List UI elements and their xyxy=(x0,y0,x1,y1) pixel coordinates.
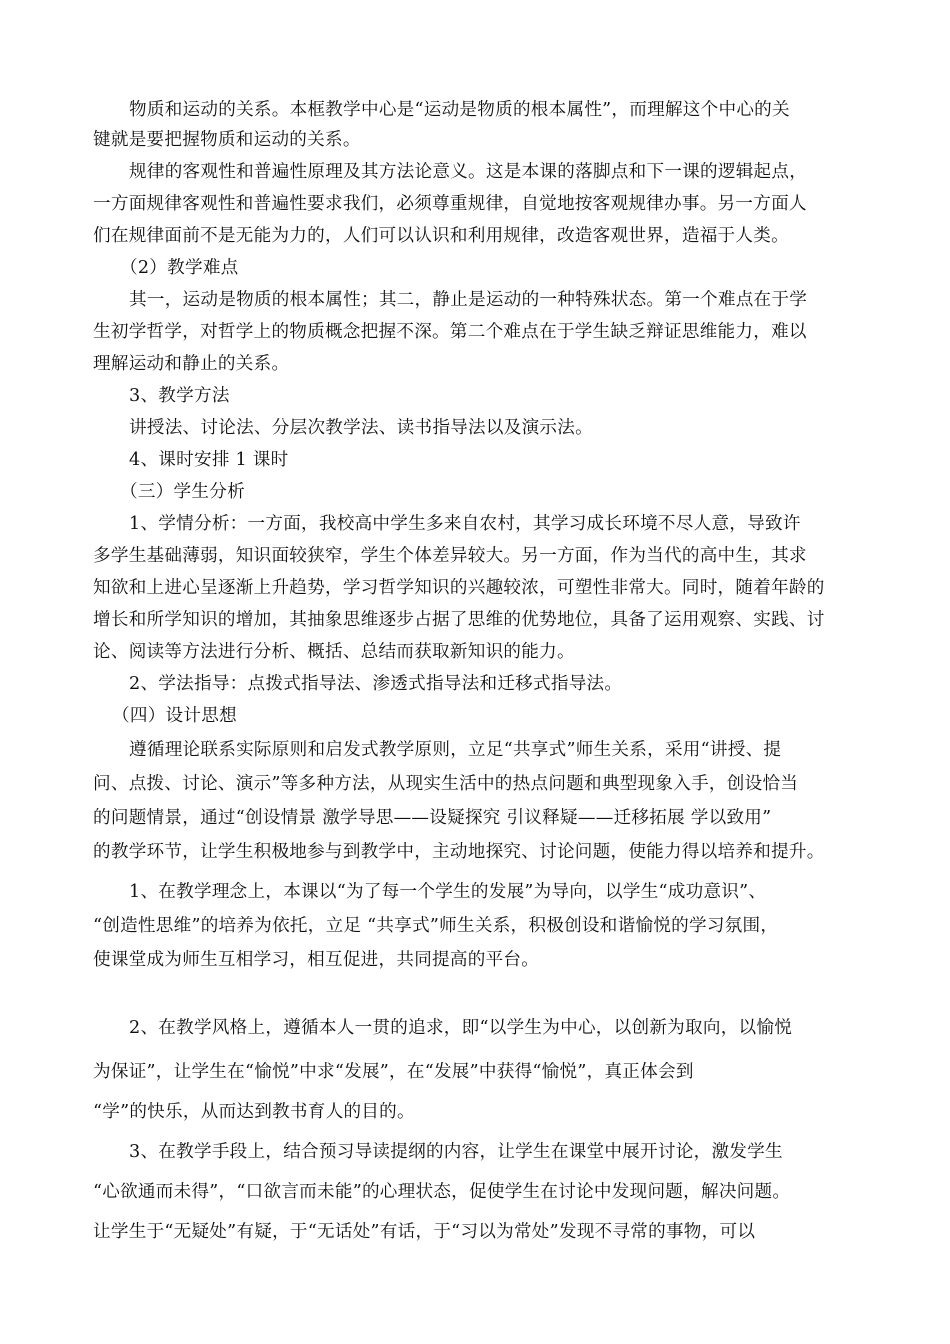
text-line: 一方面规律客观性和普遍性要求我们，必须尊重规律，自觉地按客观规律办事。另一方面人 xyxy=(93,194,807,214)
text-line: 2、学法指导：点拨式指导法、渗透式指导法和迁移式指导法。 xyxy=(129,674,623,694)
text-line: 其一，运动是物质的根本属性；其二，静止是运动的一种特殊状态。第一个难点在于学 xyxy=(129,290,808,310)
text-line: 3、在教学手段上，结合预习导读提纲的内容，让学生在课堂中展开讨论，激发学生 xyxy=(129,1142,783,1162)
text-line: 问、点拨、讨论、演示”等多种方法，从现实生活中的热点问题和典型现象入手，创设恰当 xyxy=(93,774,799,794)
text-line: 论、阅读等方法进行分析、概括、总结而获取新知识的能力。 xyxy=(93,642,575,662)
text-line: “创造性思维”的培养为依托，立足 “共享式”师生关系，积极创设和谐愉悦的学习氛围， xyxy=(93,916,779,936)
text-line: 遵循理论联系实际原则和启发式教学原则，立足“共享式”师生关系，采用“讲授、提 xyxy=(129,740,782,760)
text-line: 1、在教学理念上，本课以“为了每一个学生的发展”为导向，以学生“成功意识”、 xyxy=(129,882,767,902)
section-heading: 3、教学方法 xyxy=(129,386,230,406)
text-line: 让学生于“无疑处”有疑，于“无话处”有话，于“习以为常处”发现不寻常的事物，可以 xyxy=(93,1222,756,1242)
section-heading: （四）设计思想 xyxy=(112,706,237,726)
text-line: “学”的快乐，从而达到教书育人的目的。 xyxy=(93,1102,415,1122)
section-heading: （2）教学难点 xyxy=(120,258,239,278)
text-line: 的问题情景，通过“创设情景 激学导思——设疑探究 引议释疑——迁移拓展 学以致用” xyxy=(93,808,772,828)
text-line: 多学生基础薄弱，知识面较狭窄，学生个体差异较大。另一方面，作为当代的高中生，其求 xyxy=(93,546,807,566)
text-line: 们在规律面前不是无能为力的，人们可以认识和利用规律，改造客观世界，造福于人类。 xyxy=(93,226,789,246)
text-line: 生初学哲学，对哲学上的物质概念把握不深。第二个难点在于学生缺乏辩证思维能力，难以 xyxy=(93,322,807,342)
text-line: 使课堂成为师生互相学习，相互促进，共同提高的平台。 xyxy=(93,950,540,970)
text-line: 键就是要把握物质和运动的关系。 xyxy=(93,130,361,150)
text-line: “心欲通而未得”，“口欲言而未能”的心理状态，促使学生在讨论中发现问题，解决问题。 xyxy=(93,1182,791,1202)
text-line: 知欲和上进心呈逐渐上升趋势，学习哲学知识的兴趣较浓，可塑性非常大。同时，随着年龄的 xyxy=(93,578,825,598)
text-line: 讲授法、讨论法、分层次教学法、读书指导法以及演示法。 xyxy=(129,418,593,438)
text-line: 为保证”，让学生在“愉悦”中求“发展”，在“发展”中获得“愉悦”，真正体会到 xyxy=(93,1062,694,1082)
section-heading: 4、课时安排 1 课时 xyxy=(129,450,289,470)
text-line: 的教学环节，让学生积极地参与到教学中，主动地探究、讨论问题，使能力得以培养和提升。 xyxy=(93,842,825,862)
text-line: 理解运动和静止的关系。 xyxy=(93,354,290,374)
text-line: 物质和运动的关系。本框教学中心是“运动是物质的根本属性”，而理解这个中心的关 xyxy=(129,100,790,120)
text-line: 增长和所学知识的增加，其抽象思维逐步占据了思维的优势地位，具备了运用观察、实践、讨 xyxy=(93,610,825,630)
text-line: 规律的客观性和普遍性原理及其方法论意义。这是本课的落脚点和下一课的逻辑起点， xyxy=(129,162,808,182)
text-line: 2、在教学风格上，遵循本人一贯的追求，即“以学生为中心，以创新为取向，以愉悦 xyxy=(129,1018,793,1038)
section-heading: （三）学生分析 xyxy=(120,482,245,502)
text-line: 1、学情分析：一方面，我校高中学生多来自农村，其学习成长环境不尽人意，导致许 xyxy=(129,514,801,534)
